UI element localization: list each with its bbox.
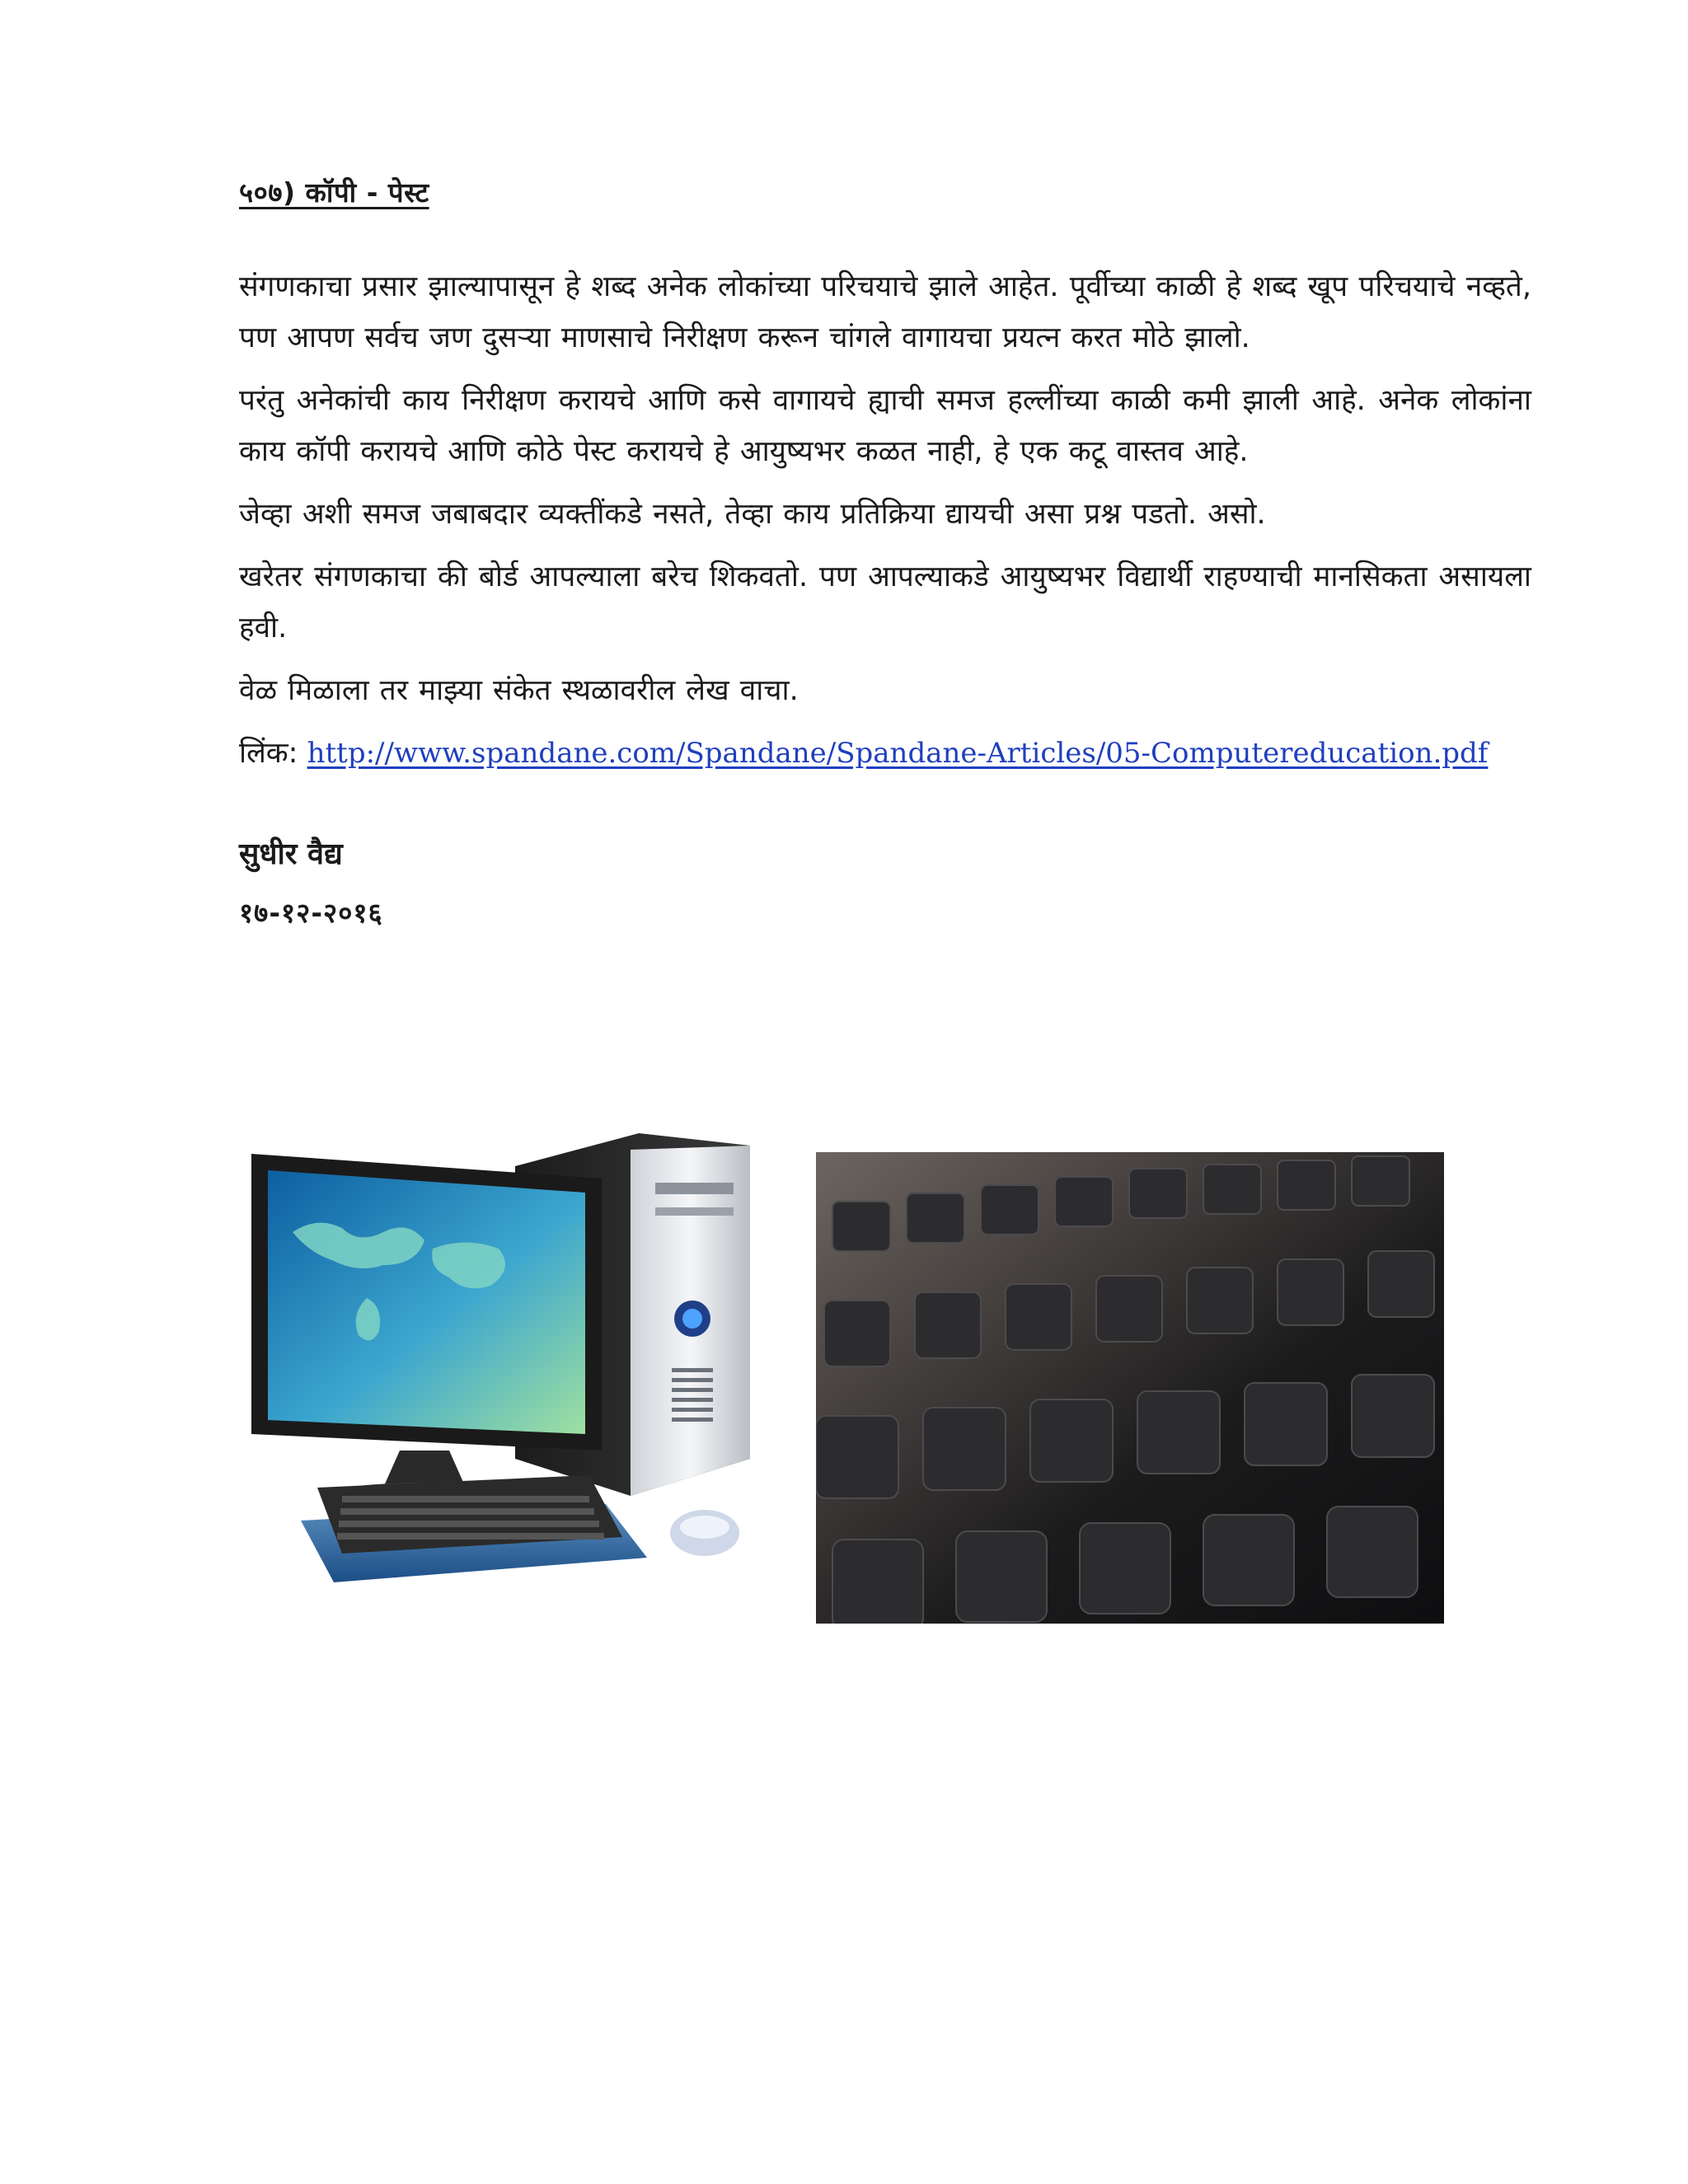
document-body: [239, 173, 1531, 934]
keyboard-closeup-image: [816, 1152, 1444, 1624]
desktop-computer-image: [243, 1133, 787, 1603]
paragraph-2: परंतु अनेकांची काय निरीक्षण करायचे आणि कसे वागायचे ह्याची समज हल्लींच्या काळी कमी झाली आहे. अनेक लोकांना काय कॉपी करायचे आणि कोठे पेस्ट करायचे हे आयुष्यभर कळत नाही, हे एक कटू वास्तव आहे.: [239, 384, 1531, 468]
paragraph-4: खरेतर संगणकाचा की बोर्ड आपल्याला बरेच शिकवतो. पण आपल्याकडे आयुष्यभर विद्यार्थी राहण्याची मानसिकता असायला हवी.: [239, 560, 1531, 644]
paragraph-3: जेव्हा अशी समज जबाबदार व्यक्तींकडे नसते, तेव्हा काय प्रतिक्रिया द्यायची असा प्रश्न पडतो. असो.: [239, 498, 1266, 531]
paragraph-5: वेळ मिळाला तर माझ्या संकेत स्थळावरील लेख वाचा.: [239, 674, 799, 707]
paragraph-1: संगणकाचा प्रसार झाल्यापासून हे शब्द अनेक लोकांच्या परिचयाचे झाले आहेत. पूर्वीच्या काळी हे शब्द खूप परिचयाचे नव्हते, पण आपण सर्वच जण दुसऱ्या माणसाचे निरीक्षण करून चांगले वागायचा प्रयत्न करत मोठे झालो.: [239, 270, 1531, 354]
link-line: [239, 728, 1531, 779]
article-link[interactable]: http://www.spandane.com/Spandane/Spandane-Articles/05-Computereducation.pdf: [307, 737, 1489, 770]
link-label: लिंक:: [239, 737, 298, 770]
document-date: १७-१२-२०१६: [239, 897, 383, 929]
author-name: सुधीर वैद्य: [239, 837, 343, 871]
document-title: ५०७) कॉपी - पेस्ट: [239, 176, 429, 209]
